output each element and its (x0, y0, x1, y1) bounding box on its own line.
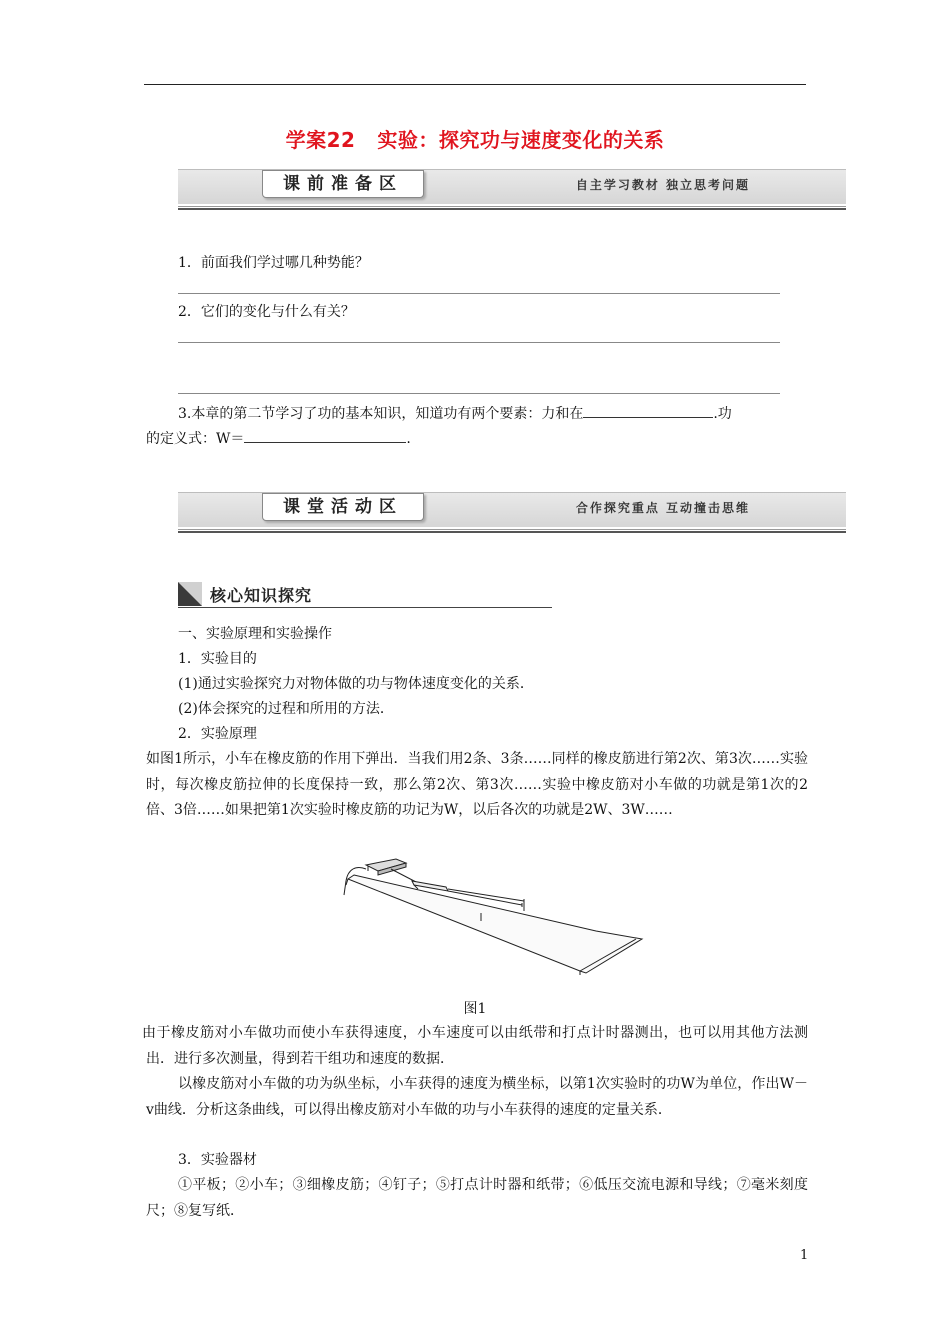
section-heading-label: 核心知识探究 (210, 586, 313, 605)
question-3 (178, 401, 732, 426)
question-1: 1．前面我们学过哪几种势能？ (178, 255, 369, 271)
paragraph-curve (146, 1072, 808, 1123)
paragraph-measure (142, 1021, 808, 1072)
paragraph-curve-text: 以橡皮筋对小车做的功为纵坐标，小车获得的速度为横坐标，以第1次实验时的功W为单位，作出W－v曲线．分析这条曲线，可以得出橡皮筋对小车做的功与小车获得的速度的定量关系． (146, 1076, 808, 1118)
title-text: 实验：探究功与速度变化的关系 (377, 128, 665, 152)
question-3-cont (146, 426, 411, 451)
paragraph-theory-text: 如图1所示，小车在橡皮筋的作用下弹出．当我们用2条、3条……同样的橡皮筋进行第2次、第3次……实验时，每次橡皮筋拉伸的长度保持一致，那么第2次、第3次……实验中橡皮筋对小车做的功就是第1次的2倍、3倍……如果把第1次实验时橡皮筋的功记为W，以后各次的功就是2W、3W…… (146, 751, 808, 818)
answer-line-2 (178, 342, 780, 343)
banner-prep-tab: 课前准备区 (262, 170, 424, 198)
question-3-text-d: . (406, 431, 411, 447)
subheading-equipment: 3．实验器材 (178, 1152, 257, 1168)
fill-blank-2 (244, 426, 406, 443)
paragraph-measure-text: 由于橡皮筋对小车做功而使小车获得速度，小车速度可以由纸带和打点计时器测出，也可以用其他方法测出．进行多次测量，得到若干组功和速度的数据． (142, 1025, 808, 1067)
header-rule (144, 84, 806, 85)
title-number: 学案22 (285, 128, 356, 152)
answer-line-3 (178, 393, 780, 394)
banner-class-slogan: 合作探究重点 互动撞击思维 (575, 501, 750, 515)
question-3-text-b: .功 (713, 406, 732, 422)
banner-prep (178, 169, 846, 204)
banner-class (178, 492, 846, 527)
fill-blank-1 (583, 401, 713, 418)
question-3-text-a: 3.本章的第二节学习了功的基本知识，知道功有两个要素：力和在 (178, 406, 584, 422)
subheading-purpose: 1．实验目的 (178, 651, 257, 667)
answer-line-1 (178, 293, 780, 294)
paragraph-equipment-text: ①平板；②小车；③细橡皮筋；④钉子；⑤打点计时器和纸带；⑥低压交流电源和导线；⑦毫米刻度尺；⑧复写纸． (146, 1177, 808, 1219)
banner-prep-slogan: 自主学习教材 独立思考问题 (575, 178, 750, 192)
figure-1-apparatus (336, 855, 646, 975)
purpose-item-2: (2)体会探究的过程和所用的方法． (178, 701, 394, 717)
question-2: 2．它们的变化与什么有关？ (178, 304, 355, 320)
paragraph-theory (146, 747, 808, 824)
page-number: 1 (800, 1248, 809, 1263)
subheading-theory: 2．实验原理 (178, 726, 257, 742)
banner-class-tab: 课堂活动区 (262, 493, 424, 521)
subheading-principle: 一、实验原理和实验操作 (178, 626, 332, 642)
corner-triangle-icon (178, 582, 202, 606)
page-title (0, 124, 950, 153)
purpose-item-1: (1)通过实验探究力对物体做的功与物体速度变化的关系． (178, 676, 534, 692)
section-heading (178, 582, 552, 608)
paragraph-equipment (146, 1173, 808, 1224)
figure-1-caption: 图1 (463, 1001, 487, 1017)
question-3-text-c: 的定义式：W＝ (146, 431, 245, 447)
